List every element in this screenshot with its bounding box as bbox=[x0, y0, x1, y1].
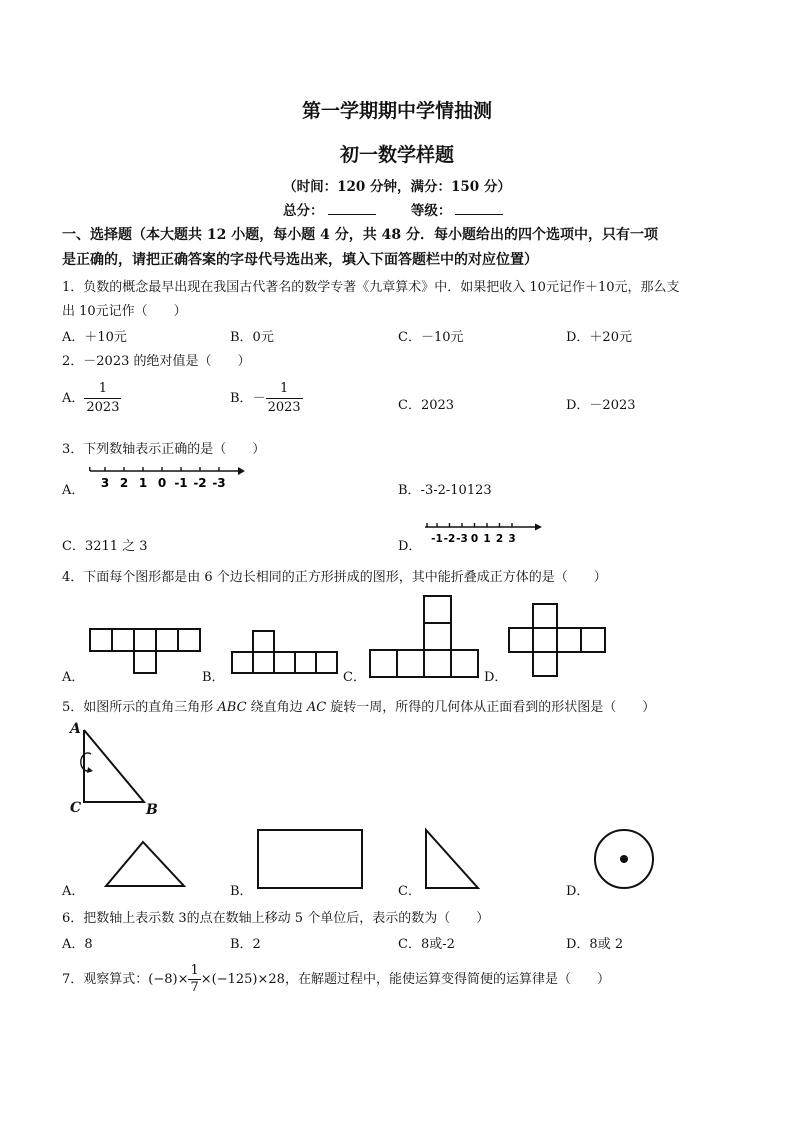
q4-net-a bbox=[85, 625, 205, 680]
q6-option-b: B．2 bbox=[230, 937, 261, 952]
q2-a-fraction bbox=[84, 380, 121, 417]
q1-stem-line2: 出 10元记作（ ） bbox=[62, 304, 187, 319]
q2-a-num: 1 bbox=[84, 380, 121, 399]
q4-label-b: B． bbox=[202, 670, 225, 685]
q4-net-c bbox=[366, 592, 481, 682]
q3-option-d-label: D． bbox=[398, 539, 422, 554]
q3-d-tick-label: -2 bbox=[443, 533, 456, 545]
q5-option-d-circle bbox=[591, 826, 657, 892]
q1-option-c: C．－10元 bbox=[398, 330, 464, 345]
time-info: （时间：120 分钟，满分：150 分） bbox=[283, 179, 511, 195]
q2-a-label: A． bbox=[62, 391, 85, 406]
score-blank bbox=[328, 202, 376, 215]
q2-option-b bbox=[230, 380, 303, 417]
q5-label-c: C． bbox=[398, 884, 421, 899]
q4-label-c: C． bbox=[343, 670, 366, 685]
q3-d-tick-label: -1 bbox=[431, 533, 443, 545]
q5-stem-pre: 5．如图所示的直角三角形 bbox=[62, 700, 218, 715]
q2-b-label: B．－ bbox=[230, 391, 266, 406]
q4-stem: 4．下面每个图形都是由 6 个边长相同的正方形拼成的图形，其中能折叠成正方体的是（ ） bbox=[62, 570, 607, 585]
q2-b-num: 1 bbox=[266, 380, 303, 399]
section-heading-line2: 是正确的，请把正确答案的字母代号选出来，填入下面答题栏中的对应位置） bbox=[62, 252, 538, 268]
q2-option-d: D．－2023 bbox=[566, 398, 636, 413]
q7-expr-part1: (−8)× bbox=[148, 972, 189, 987]
q4-label-a: A． bbox=[62, 670, 85, 685]
q3-a-tick-label: -2 bbox=[193, 476, 207, 490]
q7-expr-part2: ×(−125)×28 bbox=[200, 972, 285, 987]
q2-option-c: C．2023 bbox=[398, 398, 455, 413]
q7-stem-pre: 7．观察算式： bbox=[62, 972, 149, 987]
q3-a-number-line bbox=[88, 460, 248, 490]
q7-frac-num: 1 bbox=[190, 963, 199, 978]
q7-fraction bbox=[188, 963, 200, 996]
q5-triangle-name: ABC bbox=[217, 700, 247, 715]
page-subtitle: 初一数学样题 bbox=[339, 144, 454, 166]
q2-a-den: 2023 bbox=[86, 400, 120, 415]
q5-vertex-a: A bbox=[70, 721, 81, 737]
q3-a-tick-label: 3 bbox=[100, 476, 110, 490]
q3-a-tick-label: 0 bbox=[157, 476, 167, 490]
grade-label: 等级： bbox=[410, 203, 452, 219]
q3-a-tick-label: 1 bbox=[138, 476, 148, 490]
q3-d-tick-label: 3 bbox=[508, 533, 516, 545]
q5-axis-name: AC bbox=[306, 700, 327, 715]
q5-label-b: B． bbox=[230, 884, 253, 899]
q6-stem: 6．把数轴上表示数 3的点在数轴上移动 5 个单位后，表示的数为（ ） bbox=[62, 911, 490, 926]
q1-option-d: D．＋20元 bbox=[566, 330, 632, 345]
q7-frac-den: 7 bbox=[190, 980, 199, 995]
q5-stem-mid: 绕直角边 bbox=[246, 700, 307, 715]
q5-stem-post: 旋转一周，所得的几何体从正面看到的形状图是（ ） bbox=[326, 700, 656, 715]
q5-vertex-b: B bbox=[146, 802, 158, 818]
q3-a-tick-label: -1 bbox=[174, 476, 188, 490]
section-heading-line1: 一、选择题（本大题共 12 小题，每小题 4 分，共 48 分．每小题给出的四个选项中，只有一项 bbox=[62, 227, 658, 243]
q1-stem-line1: 1．负数的概念最早出现在我国古代著名的数学专著《九章算术》中．如果把收入 10元记作＋10元，那么支 bbox=[62, 280, 680, 295]
score-field bbox=[283, 199, 507, 219]
grade-blank bbox=[455, 202, 503, 215]
q1-option-a: A．＋10元 bbox=[62, 330, 127, 345]
q4-net-b bbox=[228, 628, 348, 680]
q3-a-tick-label: -3 bbox=[212, 476, 226, 490]
q3-d-tick-label: 1 bbox=[483, 533, 491, 545]
q7-stem-post: ，在解题过程中，能使运算变得简便的运算律是（ ） bbox=[284, 972, 610, 987]
q3-stem: 3．下列数轴表示正确的是（ ） bbox=[62, 442, 266, 457]
q3-d-tick-label: 2 bbox=[495, 533, 504, 545]
q2-b-fraction bbox=[266, 380, 303, 417]
q3-a-tick-label: 2 bbox=[119, 476, 129, 490]
q5-stem bbox=[62, 696, 655, 715]
score-label: 总分： bbox=[283, 203, 324, 219]
q3-d-tick-label: 0 bbox=[470, 533, 479, 545]
q2-stem: 2．－2023 的绝对值是（ ） bbox=[62, 354, 251, 369]
q5-label-a: A． bbox=[62, 884, 85, 899]
q5-option-b-rectangle bbox=[254, 826, 366, 892]
q3-option-c: C．3211 之 3 bbox=[62, 539, 148, 554]
q3-option-b: B．-3-2-10123 bbox=[398, 483, 492, 498]
q3-d-number-line bbox=[423, 517, 548, 547]
q2-b-den: 2023 bbox=[267, 400, 301, 415]
q6-option-a: A．8 bbox=[62, 937, 93, 952]
q4-label-d: D． bbox=[484, 670, 508, 685]
q6-option-d: D．8或 2 bbox=[566, 937, 624, 952]
q5-vertex-c: C bbox=[70, 800, 82, 816]
q6-option-c: C．8或-2 bbox=[398, 937, 455, 952]
q4-net-d bbox=[506, 601, 612, 681]
q5-option-c-right-triangle bbox=[420, 826, 484, 892]
q7-stem bbox=[62, 963, 610, 996]
q2-option-a bbox=[62, 380, 121, 417]
q3-option-a-label: A． bbox=[62, 483, 85, 498]
q3-d-tick-label: -3 bbox=[456, 533, 468, 545]
page-title: 第一学期期中学情抽测 bbox=[301, 100, 492, 122]
q1-option-b: B．0元 bbox=[230, 330, 274, 345]
q5-option-a-triangle bbox=[100, 836, 190, 890]
q5-label-d: D． bbox=[566, 884, 590, 899]
